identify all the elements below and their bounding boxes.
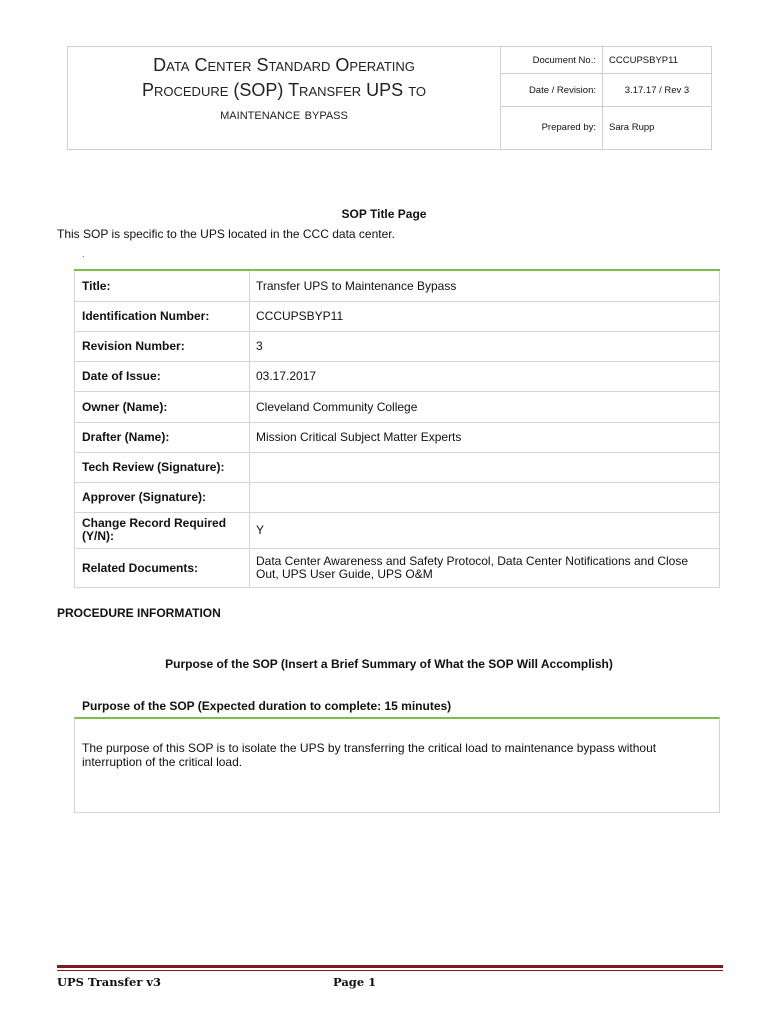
meta-label: Date / Revision: xyxy=(501,74,603,105)
info-label: Owner (Name): xyxy=(75,391,250,422)
info-table-row xyxy=(75,391,720,422)
info-value: Data Center Awareness and Safety Protocol, Data Center Notifications and Close Out, UPS User Guide, UPS O&M xyxy=(250,548,720,587)
document-title xyxy=(68,47,501,149)
info-label: Date of Issue: xyxy=(75,361,250,391)
info-table-row xyxy=(75,512,720,548)
footer-rule xyxy=(57,965,723,971)
info-label: Tech Review (Signature): xyxy=(75,452,250,482)
info-value: 3 xyxy=(250,331,720,361)
title-line-2: Procedure (SOP) Transfer UPS to xyxy=(141,80,427,100)
info-label: Related Documents: xyxy=(75,548,250,587)
info-table-row xyxy=(75,452,720,482)
procedure-heading: PROCEDURE INFORMATION xyxy=(57,606,221,620)
meta-value: CCCUPSBYP11 xyxy=(609,54,678,66)
info-value xyxy=(250,482,720,512)
info-table-row xyxy=(75,422,720,452)
title-line-3: maintenance bypass xyxy=(220,106,348,123)
document-header xyxy=(67,46,712,150)
purpose-heading: Purpose of the SOP (Insert a Brief Summary of What the SOP Will Accomplish) xyxy=(165,657,613,671)
meta-value: Sara Rupp xyxy=(609,122,655,134)
info-value xyxy=(250,452,720,482)
meta-row-document-no xyxy=(501,47,711,74)
info-label: Approver (Signature): xyxy=(75,482,250,512)
info-label: Drafter (Name): xyxy=(75,422,250,452)
info-label: Revision Number: xyxy=(75,331,250,361)
meta-row-prepared-by xyxy=(501,107,711,149)
footer-doc-name: UPS Transfer v3 xyxy=(57,975,162,989)
sop-title: SOP Title Page xyxy=(341,207,427,221)
info-value: CCCUPSBYP11 xyxy=(250,301,720,331)
info-table-row xyxy=(75,548,720,587)
title-line-1: Data Center Standard Operating xyxy=(153,55,415,75)
sop-info-table xyxy=(74,269,720,588)
info-label: Change Record Required (Y/N): xyxy=(75,512,250,548)
sop-intro: This SOP is specific to the UPS located in the CCC data center. xyxy=(57,227,395,241)
info-value: 03.17.2017 xyxy=(250,361,720,391)
info-value: Transfer UPS to Maintenance Bypass xyxy=(250,270,720,301)
meta-label: Prepared by: xyxy=(501,107,603,149)
meta-value: 3.17.17 / Rev 3 xyxy=(624,84,690,96)
footer-page-number: Page 1 xyxy=(333,975,377,989)
purpose-box-title: Purpose of the SOP (Expected duration to complete: 15 minutes) xyxy=(82,699,452,713)
document-meta xyxy=(501,47,711,149)
purpose-text: The purpose of this SOP is to isolate the UPS by transferring the critical load to maintenance bypass without interruption of the critical load. xyxy=(82,741,657,769)
info-table-row xyxy=(75,361,720,391)
info-table-row xyxy=(75,270,720,301)
meta-label: Document No.: xyxy=(501,47,603,73)
info-table-row xyxy=(75,482,720,512)
info-value: Cleveland Community College xyxy=(250,391,720,422)
purpose-box xyxy=(74,717,720,813)
info-label: Title: xyxy=(75,270,250,301)
info-table-row xyxy=(75,301,720,331)
info-value: Y xyxy=(250,512,720,548)
meta-row-date-revision xyxy=(501,74,711,106)
info-table-row xyxy=(75,331,720,361)
info-value: Mission Critical Subject Matter Experts xyxy=(250,422,720,452)
info-label: Identification Number: xyxy=(75,301,250,331)
stray-dot: . xyxy=(82,249,85,260)
